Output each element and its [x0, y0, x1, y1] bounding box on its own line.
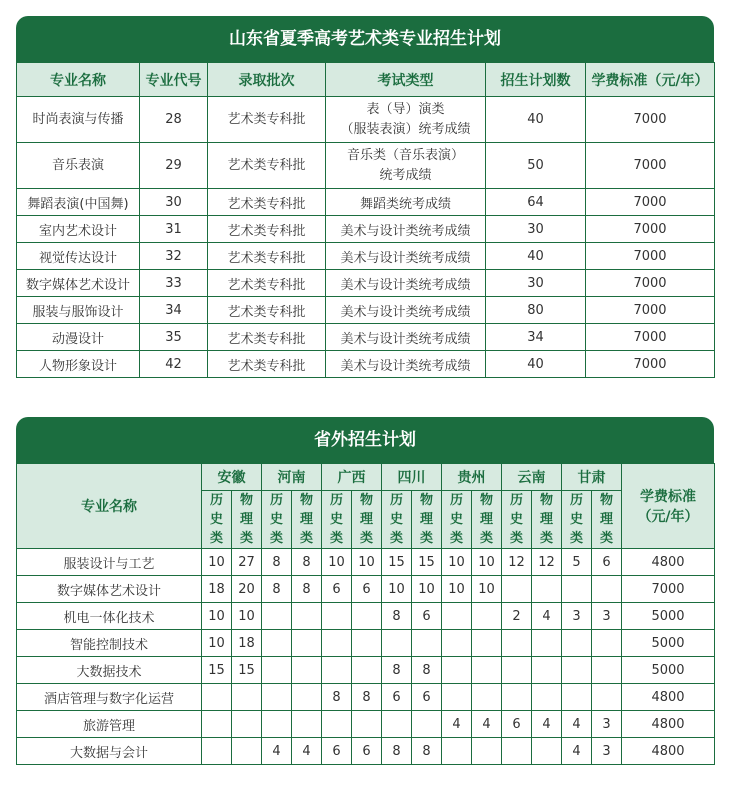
plan-count-cell: [442, 657, 472, 684]
plan-count-cell: [322, 711, 352, 738]
table-row: [17, 143, 715, 189]
table-row: [17, 324, 715, 351]
plan-count-cell: 12: [502, 549, 532, 576]
province-header: 河南: [262, 464, 322, 491]
header-char: 类: [359, 531, 373, 546]
exam-type: 美术与设计类统考成绩: [326, 243, 486, 270]
header-char: 理: [479, 512, 493, 527]
plan-count-cell: 18: [202, 576, 232, 603]
table-row: [17, 270, 715, 297]
plan-count-cell: 8: [352, 684, 382, 711]
plan-count-cell: 8: [382, 657, 412, 684]
header-char: 历: [389, 493, 403, 508]
major-name: 动漫设计: [17, 324, 140, 351]
major-name: 服装与服饰设计: [17, 297, 140, 324]
plan-count-cell: [532, 630, 562, 657]
history-category-header: [382, 491, 412, 549]
exam-type: 舞蹈类统考成绩: [326, 189, 486, 216]
tuition: 7000: [586, 189, 715, 216]
plan-count-cell: 12: [532, 549, 562, 576]
header-char: 类: [269, 531, 283, 546]
header-char: 类: [239, 531, 253, 546]
plan-count-cell: [232, 711, 262, 738]
table-row: [17, 711, 715, 738]
plan-count-cell: 3: [592, 711, 622, 738]
plan-count-cell: [292, 603, 322, 630]
plan-count-cell: [352, 630, 382, 657]
plan-count-cell: 8: [412, 657, 442, 684]
header-tuition-line: 学费标准: [640, 489, 696, 505]
plan-count-cell: [382, 630, 412, 657]
header-char: 历: [209, 493, 223, 508]
header-char: 理: [599, 512, 613, 527]
header-char: 史: [449, 512, 463, 527]
exam-type-line1: 表（导）演类: [366, 101, 445, 117]
plan-count-cell: [502, 684, 532, 711]
plan-count-cell: 3: [592, 738, 622, 765]
plan-count-cell: 4: [262, 738, 292, 765]
table-row: [17, 603, 715, 630]
plan-count-cell: [232, 684, 262, 711]
admission-batch: 艺术类专科批: [208, 297, 326, 324]
plan-count-cell: 8: [322, 684, 352, 711]
exam-type: 美术与设计类统考成绩: [326, 324, 486, 351]
header-char: 理: [239, 512, 253, 527]
header-major-name: 专业名称: [17, 464, 202, 549]
plan-count-cell: [382, 711, 412, 738]
admission-batch: 艺术类专科批: [208, 143, 326, 189]
admission-batch: 艺术类专科批: [208, 270, 326, 297]
tuition: 7000: [586, 97, 715, 143]
plan-count-cell: 10: [202, 630, 232, 657]
plan-count-cell: 4: [472, 711, 502, 738]
plan-count-cell: 8: [412, 738, 442, 765]
header-char: 物: [539, 493, 553, 508]
plan-count-cell: [442, 603, 472, 630]
plan-count: 30: [486, 270, 586, 297]
header-char: 类: [419, 531, 433, 546]
plan-count-cell: 3: [592, 603, 622, 630]
table-row: [17, 297, 715, 324]
province-header-row: [17, 464, 715, 491]
plan-count-cell: [202, 738, 232, 765]
plan-count-cell: 10: [442, 549, 472, 576]
plan-count-cell: [322, 657, 352, 684]
header-major-name: 专业名称: [17, 63, 140, 97]
header-char: 史: [389, 512, 403, 527]
plan-count-cell: 6: [502, 711, 532, 738]
table-row: [17, 630, 715, 657]
plan-count-cell: [472, 657, 502, 684]
exam-type: 美术与设计类统考成绩: [326, 270, 486, 297]
plan-count-cell: [262, 657, 292, 684]
shandong-art-plan-panel: [16, 16, 714, 378]
major-code: 28: [140, 97, 208, 143]
header-char: 物: [239, 493, 253, 508]
admission-batch: 艺术类专科批: [208, 351, 326, 378]
exam-type-line2: （服装表演）统考成绩: [340, 121, 471, 137]
major-name: 舞蹈表演(中国舞): [17, 189, 140, 216]
header-admission-batch: 录取批次: [208, 63, 326, 97]
exam-type: 美术与设计类统考成绩: [326, 297, 486, 324]
physics-category-header: [352, 491, 382, 549]
header-plan-count: 招生计划数: [486, 63, 586, 97]
major-name: 大数据技术: [17, 657, 202, 684]
plan-count-cell: [472, 603, 502, 630]
exam-type: [326, 97, 486, 143]
plan-count-cell: [262, 603, 292, 630]
header-char: 类: [599, 531, 613, 546]
plan-count-cell: 5: [562, 549, 592, 576]
province-header: 安徽: [202, 464, 262, 491]
table-row: [17, 351, 715, 378]
plan-count-cell: 4: [562, 711, 592, 738]
plan-count-cell: [442, 630, 472, 657]
header-char: 物: [599, 493, 613, 508]
header-char: 史: [329, 512, 343, 527]
major-name: 服装设计与工艺: [17, 549, 202, 576]
major-code: 33: [140, 270, 208, 297]
table-row: [17, 189, 715, 216]
plan-count-cell: 10: [382, 576, 412, 603]
header-char: 历: [329, 493, 343, 508]
plan-count-cell: 10: [472, 549, 502, 576]
plan-count-cell: [472, 738, 502, 765]
plan-count-cell: [592, 630, 622, 657]
tuition: 7000: [586, 324, 715, 351]
table-row: [17, 216, 715, 243]
physics-category-header: [592, 491, 622, 549]
header-char: 类: [209, 531, 223, 546]
admission-batch: 艺术类专科批: [208, 243, 326, 270]
header-char: 史: [269, 512, 283, 527]
plan-count-cell: [412, 630, 442, 657]
plan-count-cell: [532, 738, 562, 765]
plan-count-cell: [262, 711, 292, 738]
plan-count-cell: 27: [232, 549, 262, 576]
plan-count-cell: [472, 630, 502, 657]
plan-count-cell: [262, 630, 292, 657]
plan-count-cell: 18: [232, 630, 262, 657]
plan-count-cell: 10: [322, 549, 352, 576]
tuition: 4800: [622, 738, 715, 765]
physics-category-header: [232, 491, 262, 549]
tuition: 7000: [586, 243, 715, 270]
plan-count-cell: [352, 603, 382, 630]
plan-count-cell: [202, 711, 232, 738]
plan-count-cell: [502, 630, 532, 657]
plan-count-cell: [502, 657, 532, 684]
header-char: 物: [359, 493, 373, 508]
tuition: 4800: [622, 711, 715, 738]
header-char: 类: [569, 531, 583, 546]
plan-count-cell: [322, 603, 352, 630]
major-name: 旅游管理: [17, 711, 202, 738]
exam-type: 美术与设计类统考成绩: [326, 216, 486, 243]
plan-count-cell: [292, 630, 322, 657]
table-row: [17, 738, 715, 765]
major-code: 35: [140, 324, 208, 351]
plan-count-cell: 6: [322, 738, 352, 765]
plan-count-cell: [502, 738, 532, 765]
plan-count-cell: [592, 684, 622, 711]
plan-count-cell: 10: [472, 576, 502, 603]
plan-count: 64: [486, 189, 586, 216]
major-code: 29: [140, 143, 208, 189]
plan-count: 34: [486, 324, 586, 351]
plan-count-cell: [532, 657, 562, 684]
plan-count-cell: [562, 684, 592, 711]
plan-count-cell: 4: [292, 738, 322, 765]
header-tuition: [622, 464, 715, 549]
province-header: 广西: [322, 464, 382, 491]
major-code: 31: [140, 216, 208, 243]
plan-count-cell: 8: [262, 549, 292, 576]
header-char: 史: [509, 512, 523, 527]
out-of-province-plan-table: [16, 463, 715, 765]
plan-count-cell: 8: [382, 603, 412, 630]
exam-type: [326, 143, 486, 189]
header-char: 历: [509, 493, 523, 508]
plan-count-cell: 15: [412, 549, 442, 576]
plan-count-cell: [412, 711, 442, 738]
plan-count-cell: [502, 576, 532, 603]
header-char: 历: [269, 493, 283, 508]
header-char: 类: [449, 531, 463, 546]
plan-count-cell: [562, 657, 592, 684]
header-char: 类: [479, 531, 493, 546]
plan-count-cell: 8: [292, 576, 322, 603]
plan-count-cell: 20: [232, 576, 262, 603]
plan-count-cell: [562, 630, 592, 657]
plan-count-cell: [262, 684, 292, 711]
header-char: 类: [389, 531, 403, 546]
header-char: 理: [359, 512, 373, 527]
plan-count-cell: 10: [202, 549, 232, 576]
physics-category-header: [292, 491, 322, 549]
physics-category-header: [412, 491, 442, 549]
header-char: 类: [539, 531, 553, 546]
admission-batch: 艺术类专科批: [208, 97, 326, 143]
major-name: 人物形象设计: [17, 351, 140, 378]
plan-count-cell: 6: [382, 684, 412, 711]
plan-count-cell: [232, 738, 262, 765]
tuition: 7000: [586, 297, 715, 324]
plan-count-cell: [292, 684, 322, 711]
major-name: 大数据与会计: [17, 738, 202, 765]
header-char: 史: [569, 512, 583, 527]
table1-header-row: [17, 63, 715, 97]
header-char: 历: [449, 493, 463, 508]
plan-count-cell: 8: [262, 576, 292, 603]
plan-count-cell: 6: [322, 576, 352, 603]
plan-count-cell: [202, 684, 232, 711]
major-name: 数字媒体艺术设计: [17, 270, 140, 297]
plan-count-cell: [442, 684, 472, 711]
plan-count-cell: [472, 684, 502, 711]
header-tuition: 学费标准（元/年）: [586, 63, 715, 97]
plan-count: 40: [486, 97, 586, 143]
plan-count: 40: [486, 351, 586, 378]
tuition: 4800: [622, 684, 715, 711]
history-category-header: [442, 491, 472, 549]
plan-count-cell: [352, 657, 382, 684]
province-header: 云南: [502, 464, 562, 491]
major-name: 机电一体化技术: [17, 603, 202, 630]
physics-category-header: [472, 491, 502, 549]
plan-count-cell: [292, 657, 322, 684]
shandong-art-plan-table: [16, 62, 715, 378]
plan-count-cell: 15: [382, 549, 412, 576]
admission-batch: 艺术类专科批: [208, 324, 326, 351]
plan-count-cell: [532, 684, 562, 711]
header-char: 类: [509, 531, 523, 546]
tuition: 7000: [586, 351, 715, 378]
major-name: 酒店管理与数字化运营: [17, 684, 202, 711]
plan-count: 40: [486, 243, 586, 270]
plan-count-cell: 15: [232, 657, 262, 684]
header-char: 物: [419, 493, 433, 508]
table-row: [17, 576, 715, 603]
plan-count-cell: 15: [202, 657, 232, 684]
major-name: 室内艺术设计: [17, 216, 140, 243]
plan-count: 50: [486, 143, 586, 189]
tuition: 7000: [586, 143, 715, 189]
exam-type: 美术与设计类统考成绩: [326, 351, 486, 378]
plan-count-cell: 3: [562, 603, 592, 630]
table-row: [17, 549, 715, 576]
header-char: 理: [419, 512, 433, 527]
tuition: 4800: [622, 549, 715, 576]
header-char: 类: [299, 531, 313, 546]
plan-count-cell: 6: [352, 738, 382, 765]
major-name: 音乐表演: [17, 143, 140, 189]
plan-count-cell: 10: [202, 603, 232, 630]
tuition: 7000: [586, 216, 715, 243]
plan-count-cell: [562, 576, 592, 603]
admission-batch: 艺术类专科批: [208, 189, 326, 216]
table-row: [17, 97, 715, 143]
plan-count-cell: 4: [442, 711, 472, 738]
header-major-code: 专业代号: [140, 63, 208, 97]
province-header: 贵州: [442, 464, 502, 491]
table-row: [17, 657, 715, 684]
header-char: 史: [209, 512, 223, 527]
history-category-header: [502, 491, 532, 549]
exam-type-line1: 音乐类（音乐表演）: [346, 147, 464, 163]
header-tuition-line: （元/年）: [637, 509, 699, 525]
plan-count-cell: [532, 576, 562, 603]
plan-count-cell: 8: [292, 549, 322, 576]
plan-count-cell: 4: [532, 603, 562, 630]
plan-count-cell: [592, 657, 622, 684]
exam-type-line2: 统考成绩: [379, 167, 432, 183]
plan-count-cell: 6: [352, 576, 382, 603]
province-header: 四川: [382, 464, 442, 491]
major-name: 视觉传达设计: [17, 243, 140, 270]
plan-count-cell: 4: [562, 738, 592, 765]
admission-batch: 艺术类专科批: [208, 216, 326, 243]
table2-title: 省外招生计划: [16, 417, 714, 463]
tuition: 7000: [622, 576, 715, 603]
province-header: 甘肃: [562, 464, 622, 491]
header-char: 理: [539, 512, 553, 527]
major-code: 34: [140, 297, 208, 324]
plan-count-cell: [322, 630, 352, 657]
header-exam-type: 考试类型: [326, 63, 486, 97]
plan-count-cell: 2: [502, 603, 532, 630]
physics-category-header: [532, 491, 562, 549]
plan-count-cell: 6: [592, 549, 622, 576]
history-category-header: [262, 491, 292, 549]
tuition: 5000: [622, 603, 715, 630]
header-char: 物: [479, 493, 493, 508]
plan-count-cell: [442, 738, 472, 765]
history-category-header: [202, 491, 232, 549]
plan-count-cell: [292, 711, 322, 738]
history-category-header: [322, 491, 352, 549]
header-char: 物: [299, 493, 313, 508]
plan-count: 30: [486, 216, 586, 243]
plan-count-cell: 10: [412, 576, 442, 603]
plan-count-cell: 8: [382, 738, 412, 765]
table-row: [17, 684, 715, 711]
history-category-header: [562, 491, 592, 549]
table1-title: 山东省夏季高考艺术类专业招生计划: [16, 16, 714, 62]
tuition: 5000: [622, 630, 715, 657]
out-of-province-plan-panel: [16, 417, 714, 765]
plan-count-cell: 10: [352, 549, 382, 576]
major-name: 时尚表演与传播: [17, 97, 140, 143]
header-char: 理: [299, 512, 313, 527]
plan-count-cell: 6: [412, 603, 442, 630]
header-char: 历: [569, 493, 583, 508]
plan-count-cell: 6: [412, 684, 442, 711]
tuition: 5000: [622, 657, 715, 684]
plan-count-cell: 4: [532, 711, 562, 738]
plan-count: 80: [486, 297, 586, 324]
plan-count-cell: [592, 576, 622, 603]
major-code: 32: [140, 243, 208, 270]
major-code: 30: [140, 189, 208, 216]
plan-count-cell: [352, 711, 382, 738]
plan-count-cell: 10: [442, 576, 472, 603]
plan-count-cell: 10: [232, 603, 262, 630]
major-name: 数字媒体艺术设计: [17, 576, 202, 603]
table-row: [17, 243, 715, 270]
header-char: 类: [329, 531, 343, 546]
tuition: 7000: [586, 270, 715, 297]
major-name: 智能控制技术: [17, 630, 202, 657]
major-code: 42: [140, 351, 208, 378]
